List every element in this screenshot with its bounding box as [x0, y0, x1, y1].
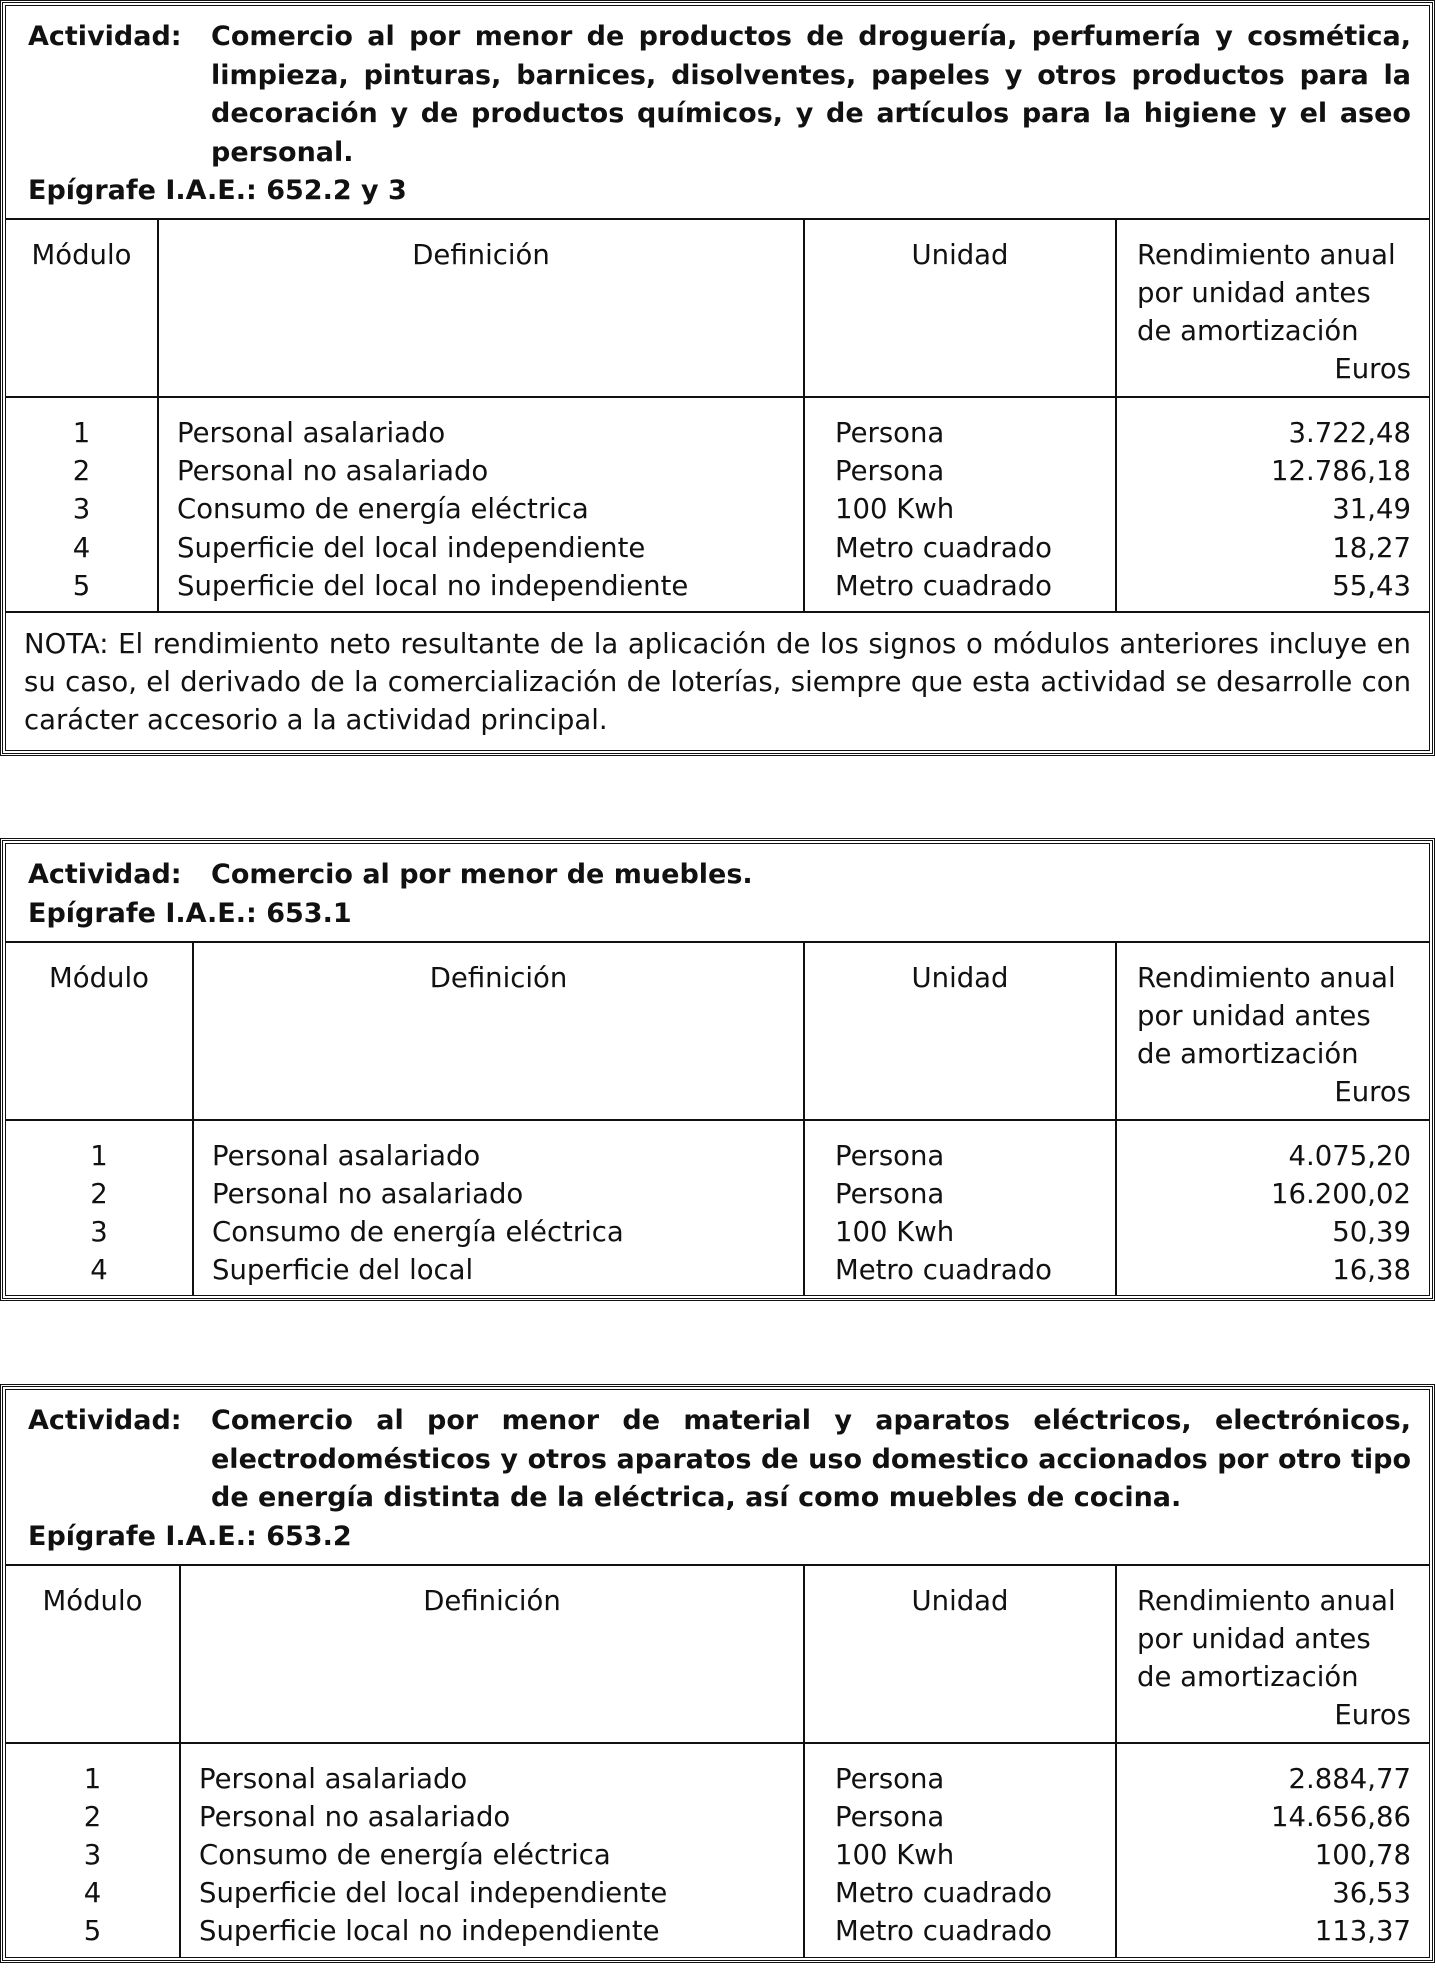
- rendimiento-cell: 16.200,02: [1271, 1177, 1411, 1210]
- unidad-cell: 100 Kwh: [835, 1838, 955, 1871]
- modulo-cell: 4: [90, 1254, 108, 1287]
- epigrafe: [28, 1518, 1411, 1556]
- activity-description: Comercio al por menor de material y aparatos eléctricos, electrónicos, electrodomésticos y otros aparatos de uso domestico accionados por otro tipo de energía distinta de la eléctrica, así como muebles de cocina.: [211, 1405, 1411, 1513]
- definicion-cell: Superficie del local independiente: [177, 531, 646, 564]
- activity-label: Actividad:: [28, 859, 182, 890]
- definicion-cell: Personal asalariado: [212, 1139, 481, 1172]
- col-header-definicion: Definición: [158, 220, 804, 397]
- col-header-definicion: Definición: [193, 943, 804, 1120]
- activity-label: Actividad:: [28, 21, 182, 52]
- modulo-cell: 1: [72, 417, 91, 449]
- unidad-cell: Persona: [835, 1139, 945, 1172]
- modulo-cell: 5: [83, 1915, 102, 1948]
- rendimiento-cell: 16,38: [1332, 1254, 1411, 1287]
- unidad-cell: Metro cuadrado: [835, 1877, 1052, 1910]
- modulo-cell: 1: [90, 1139, 108, 1172]
- unidad-cell: Persona: [835, 455, 945, 488]
- unidad-cell: Metro cuadrado: [835, 531, 1052, 564]
- unidad-cell: Persona: [835, 417, 945, 449]
- col-header-rendimiento: Rendimiento anual por unidad antes de amortización Euros: [1116, 1566, 1429, 1743]
- modules-table: [6, 1566, 1429, 1957]
- definicion-cell: Consumo de energía eléctrica: [199, 1838, 611, 1871]
- definicion-cell: Personal asalariado: [177, 417, 446, 449]
- definicion-cell: Personal no asalariado: [177, 455, 489, 488]
- rendimiento-cell: 31,49: [1332, 493, 1411, 526]
- epigrafe: [28, 172, 1411, 210]
- rendimiento-cell: 14.656,86: [1271, 1800, 1411, 1833]
- rendimiento-cell: 2.884,77: [1288, 1762, 1411, 1795]
- col-header-unidad: Unidad: [804, 220, 1116, 397]
- activity-description: Comercio al por menor de muebles.: [211, 859, 753, 890]
- activity-description: Comercio al por menor de productos de droguería, perfumería y cosmética, limpieza, pinturas, barnices, disolventes, papeles y otros productos para la decoración y de productos químicos, y de artículos para la higiene y el aseo personal.: [211, 21, 1411, 168]
- col-header-rendimiento: Rendimiento anual por unidad antes de amortización Euros: [1116, 943, 1429, 1120]
- module-block: [0, 1384, 1435, 1963]
- unidad-cell: Persona: [835, 1800, 945, 1833]
- definicion-cell: Superficie del local independiente: [199, 1877, 668, 1910]
- epigrafe-label: Epígrafe I.A.E.:: [28, 897, 257, 929]
- modules-table: [6, 220, 1429, 611]
- col-header-unidad: Unidad: [804, 1566, 1116, 1743]
- epigrafe-value: 653.2: [266, 1520, 352, 1552]
- epigrafe-label: Epígrafe I.A.E.:: [28, 175, 257, 206]
- modulo-cell: 1: [83, 1762, 102, 1795]
- definicion-cell: Personal no asalariado: [212, 1177, 524, 1210]
- modulo-cell: 3: [83, 1838, 102, 1871]
- unidad-cell: 100 Kwh: [835, 493, 955, 526]
- epigrafe-label: Epígrafe I.A.E.:: [28, 1520, 257, 1552]
- rendimiento-cell: 100,78: [1314, 1838, 1411, 1871]
- unidad-cell: 100 Kwh: [835, 1215, 955, 1248]
- modulo-cell: 2: [72, 455, 91, 488]
- activity-header: [6, 1390, 1429, 1566]
- definicion-cell: Consumo de energía eléctrica: [177, 493, 589, 526]
- rendimiento-cell: 4.075,20: [1288, 1139, 1411, 1172]
- rendimiento-cell: 36,53: [1332, 1877, 1411, 1910]
- rendimiento-cell: 50,39: [1332, 1215, 1411, 1248]
- rendimiento-cell: 3.722,48: [1288, 417, 1411, 449]
- col-header-modulo: Módulo: [6, 943, 193, 1120]
- definicion-cell: Superficie del local no independiente: [177, 569, 689, 602]
- definicion-cell: Consumo de energía eléctrica: [212, 1215, 624, 1248]
- epigrafe: [28, 895, 1411, 933]
- rendimiento-cell: 113,37: [1314, 1915, 1411, 1948]
- unit-euros: Euros: [1334, 1698, 1411, 1731]
- module-block: [0, 0, 1435, 756]
- col-header-modulo: Módulo: [6, 1566, 180, 1743]
- col-header-modulo: Módulo: [6, 220, 158, 397]
- activity-header: [6, 844, 1429, 943]
- rendimiento-cell: 12.786,18: [1271, 455, 1411, 488]
- unit-euros: Euros: [1334, 353, 1411, 385]
- definicion-cell: Personal asalariado: [199, 1762, 468, 1795]
- table-rows: [6, 1120, 1429, 1296]
- modulo-cell: 3: [90, 1215, 108, 1248]
- modulo-cell: 4: [72, 531, 91, 564]
- unidad-cell: Persona: [835, 1762, 945, 1795]
- unidad-cell: Persona: [835, 1177, 945, 1210]
- unit-euros: Euros: [1334, 1075, 1411, 1108]
- unidad-cell: Metro cuadrado: [835, 569, 1052, 602]
- col-header-unidad: Unidad: [804, 943, 1116, 1120]
- modulo-cell: 5: [72, 569, 91, 602]
- definicion-cell: Superficie del local: [212, 1254, 474, 1287]
- col-header-definicion: Definición: [180, 1566, 804, 1743]
- epigrafe-value: 653.1: [266, 897, 352, 929]
- modulo-cell: 2: [90, 1177, 108, 1210]
- col-header-rendimiento: Rendimiento anual por unidad antes de amortización Euros: [1116, 220, 1429, 397]
- unidad-cell: Metro cuadrado: [835, 1254, 1052, 1287]
- activity-header: [6, 6, 1429, 220]
- activity-label: Actividad:: [28, 1405, 182, 1436]
- rendimiento-cell: 55,43: [1332, 569, 1411, 602]
- table-rows: [6, 397, 1429, 611]
- modulo-cell: 4: [83, 1877, 102, 1910]
- rendimiento-cell: 18,27: [1332, 531, 1411, 564]
- epigrafe-value: 652.2 y 3: [266, 175, 407, 206]
- module-block: [0, 838, 1435, 1301]
- modulo-cell: 3: [72, 493, 91, 526]
- definicion-cell: Superficie local no independiente: [199, 1915, 660, 1948]
- nota-text: NOTA: El rendimiento neto resultante de la aplicación de los signos o módulos anteriores incluye en su caso, el derivado de la comercialización de loterías, siempre que esta actividad se desarrolle con carácter accesorio a la actividad principal.: [6, 611, 1429, 750]
- unidad-cell: Metro cuadrado: [835, 1915, 1052, 1948]
- table-rows: [6, 1743, 1429, 1957]
- definicion-cell: Personal no asalariado: [199, 1800, 511, 1833]
- modulo-cell: 2: [83, 1800, 102, 1833]
- modules-table: [6, 943, 1429, 1296]
